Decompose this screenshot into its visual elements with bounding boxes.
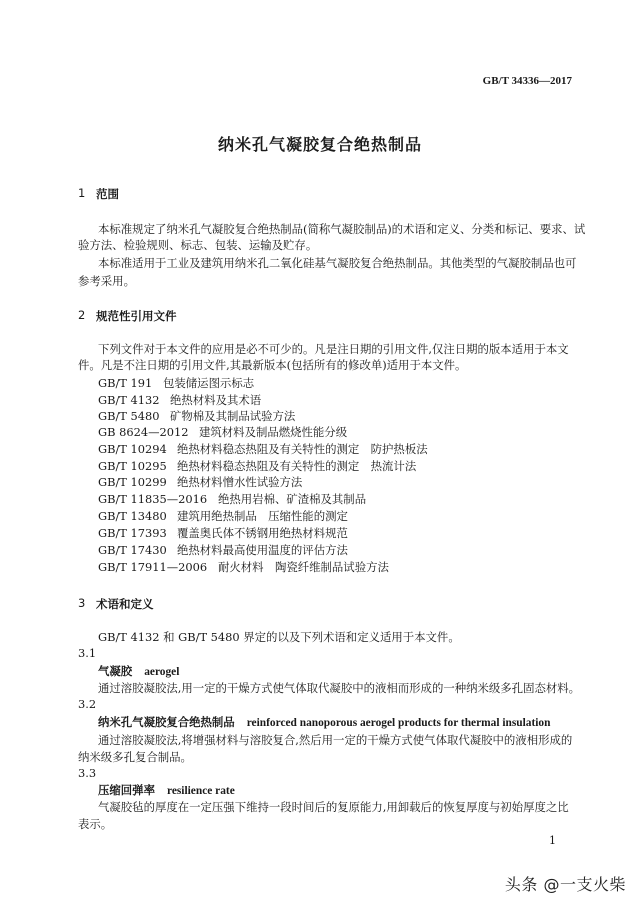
- term-definition-line2: 纳米级多孔复合制品。: [78, 750, 192, 764]
- term-heading: [98, 782, 235, 798]
- term-chinese: 压缩回弹率: [98, 783, 155, 797]
- section-1-para2-line1: 本标准适用于工业及建筑用纳米孔二氧化硅基气凝胶复合绝热制品。其他类型的气凝胶制品也可: [98, 256, 577, 270]
- reference-code: GB 8624—2012: [98, 425, 189, 439]
- reference-code: GB/T 10295: [98, 459, 167, 473]
- term-number: 3.3: [78, 766, 97, 780]
- section-3-number: 3: [78, 596, 86, 610]
- reference-item: [98, 474, 302, 490]
- reference-title: 绝热材料稳态热阻及有关特性的测定 防护热板法: [177, 442, 428, 456]
- term-chinese: 纳米孔气凝胶复合绝热制品: [98, 715, 235, 729]
- section-2-number: 2: [78, 308, 86, 322]
- reference-item: [98, 408, 295, 424]
- term-english: aerogel: [144, 666, 180, 678]
- section-1-para2-line2: 参考采用。: [78, 274, 135, 288]
- reference-title: 矿物棉及其制品试验方法: [170, 409, 296, 423]
- reference-item: [98, 441, 428, 457]
- reference-item: [98, 559, 389, 575]
- reference-code: GB/T 191: [98, 376, 153, 390]
- term-english: reinforced nanoporous aerogel products for thermal insulation: [246, 717, 551, 729]
- reference-item: [98, 491, 366, 507]
- page-number: 1: [549, 834, 556, 847]
- term-heading: [98, 663, 179, 679]
- reference-title: 绝热材料及其术语: [170, 393, 262, 407]
- section-2-intro-line1: 下列文件对于本文件的应用是必不可少的。凡是注日期的引用文件,仅注日期的版本适用于本文: [98, 342, 569, 356]
- reference-code: GB/T 10299: [98, 475, 167, 489]
- reference-item: [98, 542, 348, 558]
- section-1-number: 1: [78, 186, 86, 200]
- term-definition-line1: 通过溶胶凝胶法,用一定的干燥方式使气体取代凝胶中的液相而形成的一种纳米级多孔固态材料。: [98, 681, 581, 695]
- reference-item: [98, 375, 254, 391]
- term-definition-line1: 通过溶胶凝胶法,将增强材料与溶胶复合,然后用一定的干燥方式使气体取代凝胶中的液相形成的: [98, 733, 573, 747]
- watermark: 头条 @一支火柴: [504, 875, 626, 894]
- reference-code: GB/T 17430: [98, 543, 167, 557]
- reference-code: GB/T 10294: [98, 442, 167, 456]
- reference-title: 绝热材料憎水性试验方法: [177, 475, 303, 489]
- reference-code: GB/T 11835—2016: [98, 492, 208, 506]
- term-chinese: 气凝胶: [98, 664, 133, 678]
- term-number: 3.1: [78, 646, 97, 660]
- reference-code: GB/T 13480: [98, 509, 167, 523]
- reference-code: GB/T 17911—2006: [98, 560, 208, 574]
- section-1-para1-line2: 验方法、检验规则、标志、包装、运输及贮存。: [78, 238, 318, 252]
- term-english: resilience rate: [166, 785, 235, 797]
- reference-title: 建筑用绝热制品 压缩性能的测定: [177, 509, 348, 523]
- section-3-intro: GB/T 4132 和 GB/T 5480 界定的以及下列术语和定义适用于本文件。: [98, 630, 460, 644]
- section-3-title: 术语和定义: [96, 597, 154, 611]
- reference-title: 耐火材料 陶瓷纤维制品试验方法: [218, 560, 389, 574]
- reference-item: [98, 392, 261, 408]
- section-1-title: 范围: [96, 187, 119, 201]
- term-number: 3.2: [78, 697, 97, 711]
- reference-title: 包装储运图示标志: [163, 376, 255, 390]
- reference-item: [98, 424, 347, 440]
- term-definition-line1: 气凝胶毡的厚度在一定压强下维持一段时间后的复原能力,用卸载后的恢复厚度与初始厚度之比: [98, 800, 569, 814]
- reference-code: GB/T 17393: [98, 526, 167, 540]
- reference-item: [98, 458, 416, 474]
- reference-item: [98, 508, 348, 524]
- reference-title: 绝热材料稳态热阻及有关特性的测定 热流计法: [177, 459, 417, 473]
- reference-code: GB/T 4132: [98, 393, 160, 407]
- reference-title: 绝热用岩棉、矿渣棉及其制品: [218, 492, 367, 506]
- term-definition-line2: 表示。: [78, 817, 113, 831]
- section-2-intro-line2: 件。凡是不注日期的引用文件,其最新版本(包括所有的修改单)适用于本文件。: [78, 358, 467, 372]
- section-2-title: 规范性引用文件: [96, 309, 177, 323]
- section-1-para1-line1: 本标准规定了纳米孔气凝胶复合绝热制品(简称气凝胶制品)的术语和定义、分类和标记、要求、试: [98, 222, 586, 236]
- reference-code: GB/T 5480: [98, 409, 160, 423]
- document-title: 纳米孔气凝胶复合绝热制品: [217, 135, 422, 154]
- term-heading: [98, 714, 550, 730]
- reference-title: 绝热材料最高使用温度的评估方法: [177, 543, 348, 557]
- standard-code: GB/T 34336—2017: [482, 75, 572, 87]
- reference-title: 覆盖奥氏体不锈钢用绝热材料规范: [177, 526, 348, 540]
- reference-item: [98, 525, 348, 541]
- reference-title: 建筑材料及制品燃烧性能分级: [199, 425, 348, 439]
